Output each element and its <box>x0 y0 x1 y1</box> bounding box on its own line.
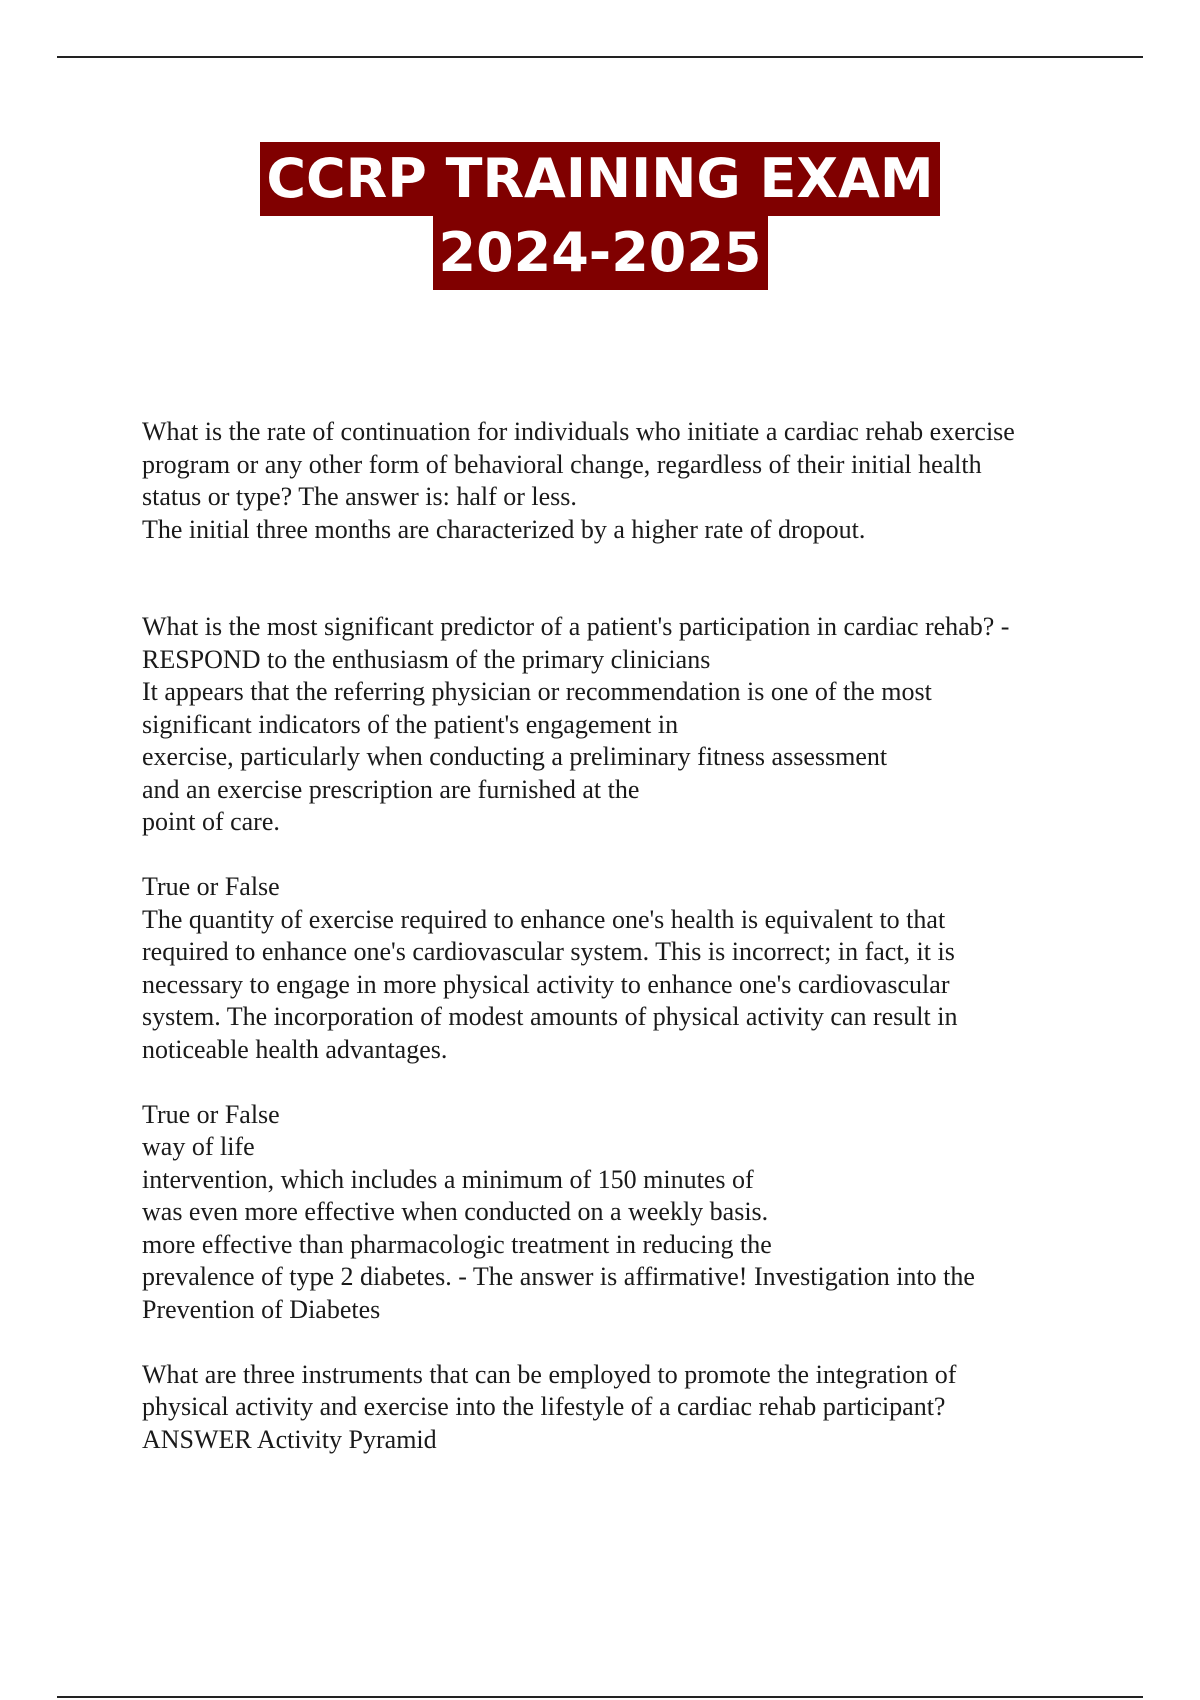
text-line: prevalence of type 2 diabetes. - The answer is affirmative! Investigation into the <box>142 1262 975 1291</box>
text-line: What is the rate of continuation for individuals who initiate a cardiac rehab exercise <box>142 417 1015 446</box>
text-line: significant indicators of the patient's engagement in <box>142 709 679 739</box>
question-block-5 <box>142 1359 1142 1457</box>
text-line: point of care. <box>142 807 280 836</box>
text-line: True or False <box>142 872 280 901</box>
question-block-1 <box>142 416 1142 546</box>
text-line: program or any other form of behavioral change, regardless of their initial health <box>142 449 982 479</box>
text-line: ANSWER Activity Pyramid <box>142 1424 437 1454</box>
text-line: physical activity and exercise into the lifestyle of a cardiac rehab participant? <box>142 1392 946 1421</box>
question-block-4 <box>142 1099 1142 1327</box>
footer-rule <box>57 1696 1143 1698</box>
text-line: and an exercise prescription are furnished at the <box>142 774 640 804</box>
text-line: Prevention of Diabetes <box>142 1294 381 1324</box>
text-line: way of life <box>142 1132 255 1161</box>
title-line-1: CCRP TRAINING EXAM <box>260 142 939 216</box>
question-block-2 <box>142 611 1142 839</box>
text-line: RESPOND to the enthusiasm of the primary clinicians <box>142 644 711 674</box>
text-line: was even more effective when conducted on a weekly basis. <box>142 1197 769 1226</box>
document-body <box>142 416 1142 1456</box>
text-line: required to enhance one's cardiovascular system. This is incorrect; in fact, it is <box>142 937 955 966</box>
title-line-2: 2024-2025 <box>433 216 768 290</box>
text-line: more effective than pharmacologic treatment in reducing the <box>142 1229 772 1259</box>
text-line: intervention, which includes a minimum of 150 minutes of <box>142 1164 754 1194</box>
text-line: The quantity of exercise required to enhance one's health is equivalent to that <box>142 904 946 934</box>
header-rule <box>57 56 1143 58</box>
question-block-3 <box>142 871 1142 1066</box>
text-line: noticeable health advantages. <box>142 1034 448 1064</box>
text-line: necessary to engage in more physical activity to enhance one's cardiovascular <box>142 969 950 999</box>
text-line: exercise, particularly when conducting a preliminary fitness assessment <box>142 742 888 771</box>
text-line: system. The incorporation of modest amounts of physical activity can result in <box>142 1002 958 1031</box>
text-line: True or False <box>142 1099 280 1129</box>
text-line: What are three instruments that can be employed to promote the integration of <box>142 1359 957 1389</box>
document-title <box>0 142 1200 290</box>
text-line: What is the most significant predictor of a patient's participation in cardiac rehab? - <box>142 612 1010 641</box>
text-line: status or type? The answer is: half or less. <box>142 482 577 511</box>
text-line: It appears that the referring physician or recommendation is one of the most <box>142 677 932 706</box>
text-line: The initial three months are characterized by a higher rate of dropout. <box>142 514 866 544</box>
